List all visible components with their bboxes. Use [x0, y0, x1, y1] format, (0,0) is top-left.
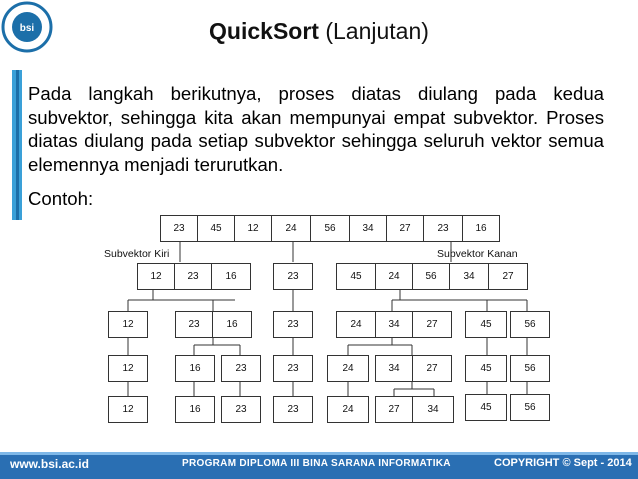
array-cell: 12 [108, 355, 148, 382]
array-cell: 45 [197, 215, 235, 242]
accent-bar-inner [16, 70, 19, 220]
array-cell: 34 [349, 215, 387, 242]
array-cell: 12 [234, 215, 272, 242]
array-cell: 23 [160, 215, 198, 242]
array-cell: 16 [211, 263, 251, 290]
pivot-cell: 23 [273, 263, 313, 290]
array-cell: 24 [271, 215, 311, 242]
array-cell: 12 [137, 263, 175, 290]
array-cell: 24 [327, 396, 369, 423]
array-cell: 27 [375, 396, 413, 423]
contoh-label: Contoh: [28, 188, 94, 209]
array-cell: 45 [465, 311, 507, 338]
array-cell: 56 [412, 263, 450, 290]
array-cell: 16 [175, 396, 215, 423]
array-cell: 34 [375, 355, 413, 382]
array-cell: 23 [273, 355, 313, 382]
array-cell: 23 [221, 396, 261, 423]
array-cell: 27 [412, 355, 452, 382]
array-cell: 24 [375, 263, 413, 290]
array-cell: 27 [488, 263, 528, 290]
array-cell: 12 [108, 311, 148, 338]
array-cell: 56 [310, 215, 350, 242]
array-cell: 27 [412, 311, 452, 338]
subvektor-kanan-label: Subvektor Kanan [437, 248, 518, 260]
array-cell: 45 [336, 263, 376, 290]
array-cell: 27 [386, 215, 424, 242]
array-cell: 23 [273, 311, 313, 338]
slide-title: QuickSort (Lanjutan) [209, 18, 429, 44]
subvektor-kiri-label: Subvektor Kiri [104, 248, 170, 260]
array-cell: 24 [327, 355, 369, 382]
array-cell: 45 [465, 355, 507, 382]
array-cell: 23 [175, 311, 213, 338]
slide-paragraph: Pada langkah berikutnya, proses diatas diulang pada kedua subvektor, sehingga kita akan mempunyai empat subvektor. Proses diatas diulang pada setiap subvektor sehingga seluruh vektor semua elemennya menjadi terurutkan. [28, 83, 604, 175]
footer-band [0, 452, 638, 455]
array-cell: 45 [465, 394, 507, 421]
array-cell: 56 [510, 355, 550, 382]
array-cell: 23 [423, 215, 463, 242]
array-cell: 34 [412, 396, 454, 423]
array-cell: 23 [174, 263, 212, 290]
array-cell: 34 [375, 311, 413, 338]
slide-footer [0, 452, 638, 479]
array-cell: 16 [212, 311, 252, 338]
array-cell: 56 [510, 311, 550, 338]
array-cell: 23 [221, 355, 261, 382]
array-cell: 23 [273, 396, 313, 423]
array-cell: 16 [462, 215, 500, 242]
array-cell: 24 [336, 311, 376, 338]
footer-url: www.bsi.ac.id [10, 457, 89, 471]
svg-text:bsi: bsi [19, 23, 35, 34]
footer-program: PROGRAM DIPLOMA III BINA SARANA INFORMATIKA [182, 458, 451, 469]
array-cell: 34 [449, 263, 489, 290]
footer-copyright: COPYRIGHT © Sept - 2014 [494, 457, 632, 469]
array-cell: 16 [175, 355, 215, 382]
array-cell: 12 [108, 396, 148, 423]
array-cell: 56 [510, 394, 550, 421]
